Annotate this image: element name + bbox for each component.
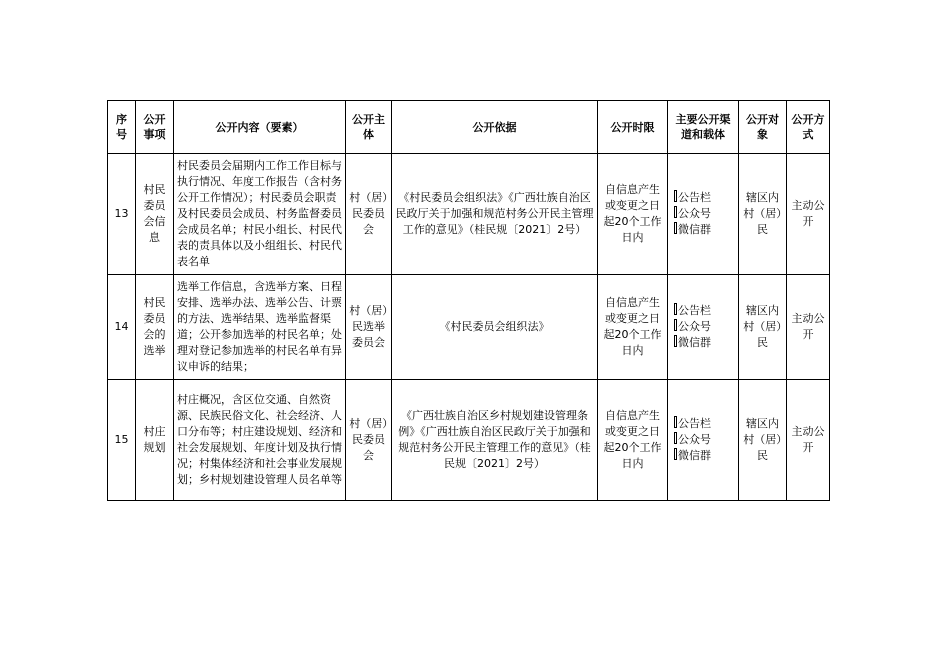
row-subject: 村（居）民选举委员会	[346, 275, 392, 380]
channel-item: 微信群	[674, 448, 735, 464]
header-seq: 序号	[108, 101, 136, 154]
checkbox-icon	[674, 206, 677, 218]
row-subject: 村（居）民委员会	[346, 154, 392, 275]
row-method: 主动公开	[787, 380, 830, 501]
header-time-limit: 公开时限	[598, 101, 668, 154]
row-seq: 14	[108, 275, 136, 380]
header-subject: 公开主体	[346, 101, 392, 154]
row-subject: 村（居）民委员会	[346, 380, 392, 501]
channel-item: 公众号	[674, 206, 735, 222]
row-method: 主动公开	[787, 275, 830, 380]
row-content: 村庄概况，含区位交通、自然资源、民族民俗文化、社会经济、人口分布等；村庄建设规划、经济和社会发展规划、年度计划及执行情况；村集体经济和社会事业发展规划；乡村规划建设管理人员名单等	[174, 380, 346, 501]
table-row	[108, 275, 830, 380]
header-target: 公开对象	[739, 101, 787, 154]
row-time-limit: 自信息产生或变更之日起20个工作日内	[598, 275, 668, 380]
channel-item: 公告栏	[674, 190, 735, 206]
row-target: 辖区内村（居）民	[739, 275, 787, 380]
header-row	[108, 101, 830, 154]
disclosure-table	[107, 100, 830, 501]
checkbox-icon	[674, 448, 677, 460]
checkbox-icon	[674, 319, 677, 331]
row-item: 村民委员会信息	[136, 154, 174, 275]
row-content: 选举工作信息，含选举方案、日程安排、选举办法、选举公告、计票的方法、选举结果、选举监督渠道；公开参加选举的村民名单；处理对登记参加选举的村民名单有异议申诉的结果；	[174, 275, 346, 380]
channel-item: 公告栏	[674, 303, 735, 319]
row-basis: 《村民委员会组织法》《广西壮族自治区民政厅关于加强和规范村务公开民主管理工作的意见》（桂民规〔2021〕2号）	[392, 154, 598, 275]
header-item: 公开事项	[136, 101, 174, 154]
row-basis: 《广西壮族自治区乡村规划建设管理条例》《广西壮族自治区民政厅关于加强和规范村务公开民主管理工作的意见》（桂民规〔2021〕2号）	[392, 380, 598, 501]
row-target: 辖区内村（居）民	[739, 380, 787, 501]
row-seq: 13	[108, 154, 136, 275]
header-method: 公开方式	[787, 101, 830, 154]
channel-item: 公众号	[674, 319, 735, 335]
checkbox-icon	[674, 303, 677, 315]
row-channels	[668, 275, 739, 380]
row-item: 村庄规划	[136, 380, 174, 501]
table-row	[108, 380, 830, 501]
checkbox-icon	[674, 222, 677, 234]
channel-item: 微信群	[674, 335, 735, 351]
channel-item: 公告栏	[674, 416, 735, 432]
header-channels: 主要公开渠道和载体	[668, 101, 739, 154]
row-item: 村民委员会的选举	[136, 275, 174, 380]
row-content: 村民委员会届期内工作工作目标与执行情况、年度工作报告（含村务公开工作情况）；村民委员会职责及村民委员会成员、村务监督委员会成员名单；村民小组长、村民代表的责具体以及小组组长、村民代表名单	[174, 154, 346, 275]
table-row	[108, 154, 830, 275]
header-content: 公开内容（要素）	[174, 101, 346, 154]
row-basis: 《村民委员会组织法》	[392, 275, 598, 380]
header-basis: 公开依据	[392, 101, 598, 154]
row-channels	[668, 380, 739, 501]
row-channels	[668, 154, 739, 275]
channel-item: 微信群	[674, 222, 735, 238]
row-time-limit: 自信息产生或变更之日起20个工作日内	[598, 380, 668, 501]
checkbox-icon	[674, 190, 677, 202]
checkbox-icon	[674, 416, 677, 428]
checkbox-icon	[674, 432, 677, 444]
row-seq: 15	[108, 380, 136, 501]
channel-item: 公众号	[674, 432, 735, 448]
row-target: 辖区内村（居）民	[739, 154, 787, 275]
row-method: 主动公开	[787, 154, 830, 275]
checkbox-icon	[674, 335, 677, 347]
row-time-limit: 自信息产生或变更之日起20个工作日内	[598, 154, 668, 275]
